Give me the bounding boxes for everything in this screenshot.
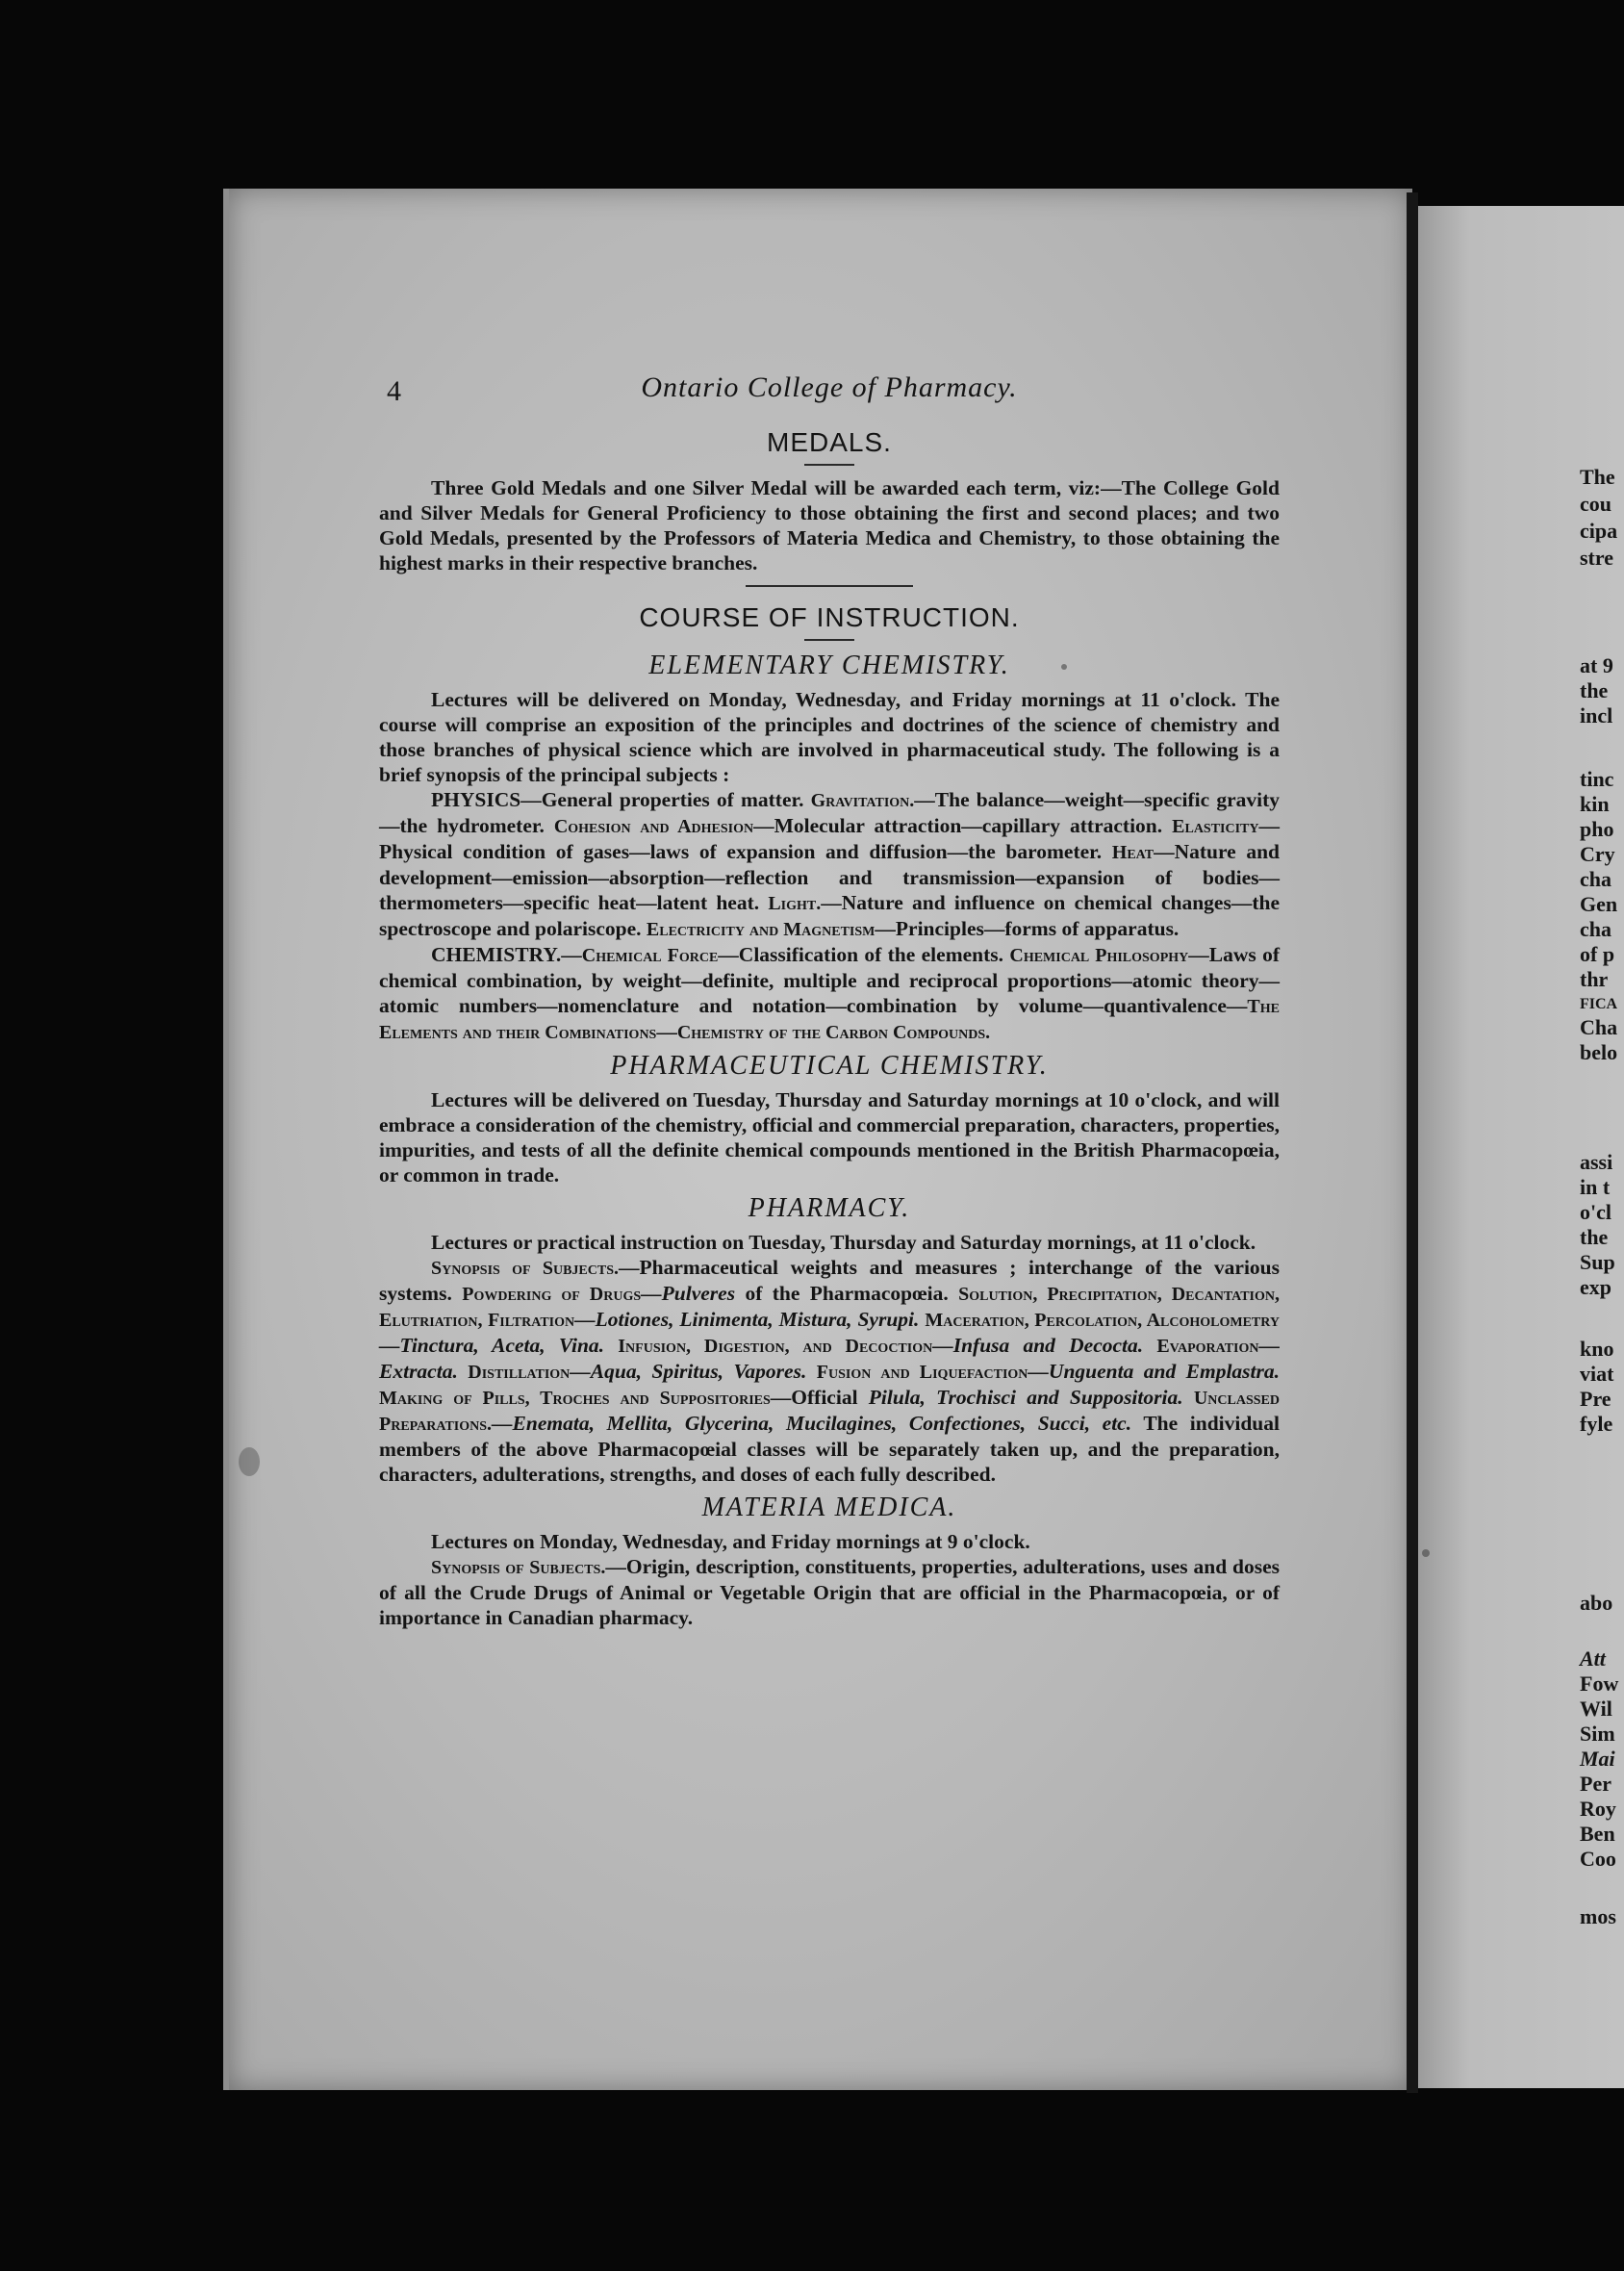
fragment: cou <box>1580 492 1611 516</box>
section-rule <box>746 585 913 587</box>
fragment: The <box>1580 465 1615 489</box>
fragment: Cry <box>1580 842 1615 866</box>
page-content <box>379 366 1280 1630</box>
pharmacy-synopsis: Synopsis of Subjects.—Pharmaceutical weights and measures ; interchange of the various systems. Powdering of Drugs—Pulveres of the Pharmacopœia. Solution, Precipitation, Decantation, Elutriation, Filtration—Lotiones, Linimenta, Mistura, Syrupi. Maceration, Percolation, Alcoholometry—Tinctura, Aceta, Vina. Infusion, Digestion, and Decoction—Infusa and Decocta. Evaporation—Extracta. Distillation—Aqua, Spiritus, Vapores. Fusion and Liquefaction—Unguenta and Emplastra. Making of Pills, Troches and Suppositories—Official Pilula, Trochisci and Suppositoria. Unclassed Preparations.—Enemata, Mellita, Glycerina, Mucilagines, Confectiones, Succi, etc. The individual members of the above Pharmacopœial classes will be separately taken up, and the preparation, characters, adulterations, strengths, and doses of each fully described. <box>379 1256 1281 1486</box>
fragment: assi <box>1580 1150 1613 1174</box>
fragment: of p <box>1580 942 1615 966</box>
fragment: incl <box>1580 703 1613 727</box>
fragment: belo <box>1580 1040 1618 1064</box>
fragment: kno <box>1580 1337 1614 1361</box>
fragment: FICA <box>1580 996 1618 1012</box>
pharmacy-heading: PHARMACY. <box>748 1193 911 1223</box>
fragment: at 9 <box>1580 653 1613 677</box>
physics-paragraph: PHYSICS—General properties of matter. Gravitation.—The balance—weight—specific gravity—the hydrometer. Cohesion and Adhesion—Molecular attraction—capillary attraction. Elasticity—Physical condition of gases—laws of expansion and diffusion—the barometer. Heat—Nature and development—emission—absorption—reflection and transmission—expansion of bodies—thermometers—specific heat—latent heat. Light.—Nature and influence on chemical changes—the spectroscope and polariscope. Electricity and Magnetism—Principles—forms of apparatus. <box>379 788 1281 940</box>
fragment: cipa <box>1580 519 1618 543</box>
pharmacy-intro: Lectures or practical instruction on Tuesday, Thursday and Saturday mornings, at 11 o'clock. <box>431 1231 1256 1254</box>
rule <box>804 639 854 641</box>
fragment: the <box>1580 1225 1609 1249</box>
fragment: Pre <box>1580 1387 1611 1411</box>
fragment: Wil <box>1580 1697 1612 1721</box>
fragment: abo <box>1580 1591 1613 1615</box>
rule <box>804 464 854 466</box>
pharmaceutical-chemistry-paragraph: Lectures will be delivered on Tuesday, Thursday and Saturday mornings at 10 o'clock, and will embrace a consideration of the chemistry, official and commercial preparation, characters, properties, impurities, and tests of all the definite chemical compounds mentioned in the British Pharmacopœia, or common in trade. <box>379 1088 1280 1187</box>
fragment: Sup <box>1580 1250 1615 1274</box>
fragment: thr <box>1580 967 1609 991</box>
pharmaceutical-chemistry-heading: PHARMACEUTICAL CHEMISTRY. <box>610 1051 1049 1081</box>
course-heading: COURSE OF INSTRUCTION. <box>639 602 1020 632</box>
fragment: kin <box>1580 792 1610 816</box>
running-head <box>379 366 1280 412</box>
fragment: the <box>1580 678 1609 702</box>
fragment: mos <box>1580 1904 1616 1928</box>
page-number: 4 <box>387 375 401 407</box>
fragment: exp <box>1580 1275 1611 1299</box>
fragment: pho <box>1580 817 1614 841</box>
fragment: cha <box>1580 917 1611 941</box>
scan-speck <box>239 1447 260 1476</box>
fragment: tinc <box>1580 767 1614 791</box>
fragment: fyle <box>1580 1412 1613 1436</box>
elementary-intro: Lectures will be delivered on Monday, Wednesday, and Friday mornings at 11 o'clock. The course will comprise an exposition of the principles and doctrines of the science of chemistry and those branches of physical science which are involved in pharmaceutical study. The following is a brief synopsis of the principal subjects : <box>379 688 1280 786</box>
fragment: Cha <box>1580 1015 1618 1039</box>
fragment: Gen <box>1580 892 1618 916</box>
fragment: stre <box>1580 546 1614 570</box>
running-title: Ontario College of Pharmacy. <box>641 371 1018 403</box>
fragment: Roy <box>1580 1797 1616 1821</box>
fragment: Coo <box>1580 1847 1616 1871</box>
fragment: o'cl <box>1580 1200 1611 1224</box>
medals-paragraph: Three Gold Medals and one Silver Medal will be awarded each term, viz:—The College Gold and Silver Medals for General Proficiency to those obtaining the first and second places; and two Gold Medals, presented by the Professors of Materia Medica and Chemistry, to those obtaining the highest marks in their respective branches. <box>379 476 1280 574</box>
medals-heading: MEDALS. <box>767 427 892 457</box>
chemistry-paragraph: CHEMISTRY.—Chemical Force—Classification of the elements. Chemical Philosophy—Laws of chemical combination, by weight—definite, multiple and reciprocal proportions—atomic theory—atomic numbers—nomenclature and notation—combination by volume—quantivalence—The Elements and their Combinations—Chemistry of the Carbon Compounds. <box>379 943 1281 1043</box>
materia-medica-intro: Lectures on Monday, Wednesday, and Friday mornings at 9 o'clock. <box>431 1530 1030 1553</box>
fragment: Att <box>1580 1646 1606 1671</box>
fragment: Mai <box>1580 1747 1615 1771</box>
fragment: Sim <box>1580 1722 1615 1746</box>
fragment: cha <box>1580 867 1611 891</box>
fragment: Ben <box>1580 1822 1615 1846</box>
materia-medica-synopsis: Synopsis of Subjects.—Origin, description, constituents, properties, adulterations, uses and doses of all the Crude Drugs of Animal or Vegetable Origin that are official in the Pharmacopœia, or of importance in Canadian pharmacy. <box>379 1555 1280 1629</box>
fragment: Per <box>1580 1772 1611 1796</box>
fragment: viat <box>1580 1362 1614 1386</box>
materia-medica-heading: MATERIA MEDICA. <box>701 1493 957 1522</box>
fragment: in t <box>1580 1175 1611 1199</box>
scan-speck <box>1422 1549 1430 1557</box>
book-gutter <box>1407 192 1418 2093</box>
elementary-chemistry-heading: ELEMENTARY CHEMISTRY. <box>648 651 1010 680</box>
fragment: Fow <box>1580 1671 1619 1696</box>
